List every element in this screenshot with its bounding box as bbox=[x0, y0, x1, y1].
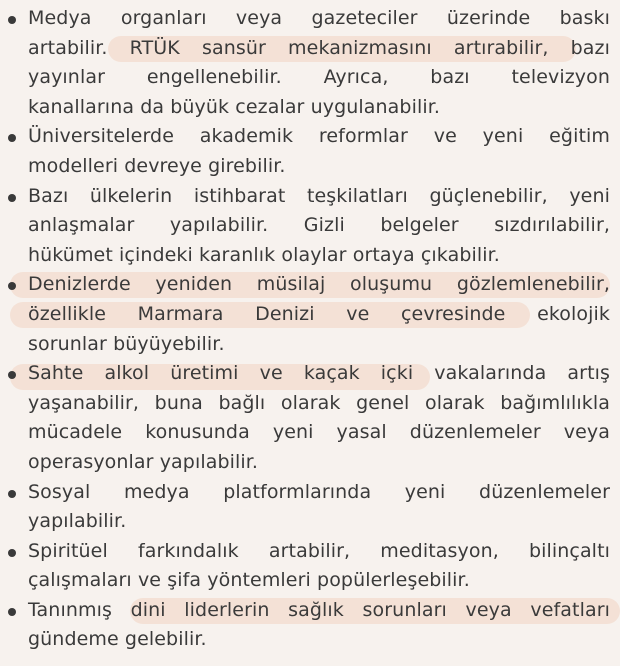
list-item-line: Bazı ülkelerin istihbarat teşkilatları güçlenebilir, yeni bbox=[28, 184, 610, 207]
list-item-line: kanallarına da büyük cezalar uygulanabilir. bbox=[28, 95, 441, 118]
list-item-line: gündeme gelebilir. bbox=[28, 628, 207, 651]
bullet-dot-icon bbox=[8, 194, 16, 202]
bullet-dot-icon bbox=[8, 16, 16, 24]
list-item bbox=[0, 478, 620, 537]
list-item-line: yapılabilir. bbox=[28, 510, 127, 533]
bullet-dot-icon bbox=[8, 549, 16, 557]
list-item-line: özellikle Marmara Denizi ve çevresinde ekolojik bbox=[28, 302, 610, 325]
list-item bbox=[0, 4, 620, 122]
list-item-line: operasyonlar yapılabilir. bbox=[28, 450, 259, 473]
list-item-line: Sahte alkol üretimi ve kaçak içki vakalarında artış bbox=[28, 362, 610, 385]
list-item-line: Sosyal medya platformlarında yeni düzenlemeler bbox=[28, 480, 610, 503]
list-item-line: Spiritüel farkındalık artabilir, meditasyon, bilinçaltı bbox=[28, 539, 610, 562]
bullet-list bbox=[0, 4, 620, 655]
list-item-line: anlaşmalar yapılabilir. Gizli belgeler sızdırılabilir, bbox=[28, 214, 610, 237]
list-item-line: mücadele konusunda yeni yasal düzenlemeler veya bbox=[28, 421, 610, 444]
list-item bbox=[0, 359, 620, 477]
list-item-line: modelleri devreye girebilir. bbox=[28, 154, 286, 177]
bullet-dot-icon bbox=[8, 371, 16, 379]
list-item-line: sorunlar büyüyebilir. bbox=[28, 332, 225, 355]
list-item bbox=[0, 537, 620, 596]
list-item-line: artabilir. RTÜK sansür mekanizmasını artırabilir, bazı bbox=[28, 36, 610, 59]
list-item-line: Medya organları veya gazeteciler üzerinde baskı bbox=[28, 7, 610, 29]
list-item-line: yaşanabilir, buna bağlı olarak genel olarak bağımlılıkla bbox=[28, 391, 610, 414]
list-item-line: yayınlar engellenebilir. Ayrıca, bazı televizyon bbox=[28, 66, 610, 89]
list-item-line: Tanınmış dini liderlerin sağlık sorunları veya vefatları bbox=[28, 598, 610, 621]
bullet-dot-icon bbox=[8, 608, 16, 616]
list-item bbox=[0, 122, 620, 181]
list-item-line: hükümet içindeki karanlık olaylar ortaya çıkabilir. bbox=[28, 243, 500, 266]
bullet-dot-icon bbox=[8, 490, 16, 498]
list-item-line: Denizlerde yeniden müsilaj oluşumu gözlemlenebilir, bbox=[28, 273, 610, 296]
list-item bbox=[0, 596, 620, 655]
bullet-dot-icon bbox=[8, 134, 16, 142]
bullet-dot-icon bbox=[8, 282, 16, 290]
list-item bbox=[0, 182, 620, 271]
list-item bbox=[0, 270, 620, 359]
list-item-line: çalışmaları ve şifa yöntemleri popülerleşebilir. bbox=[28, 569, 470, 592]
list-item-line: Üniversitelerde akademik reformlar ve yeni eğitim bbox=[28, 125, 610, 148]
